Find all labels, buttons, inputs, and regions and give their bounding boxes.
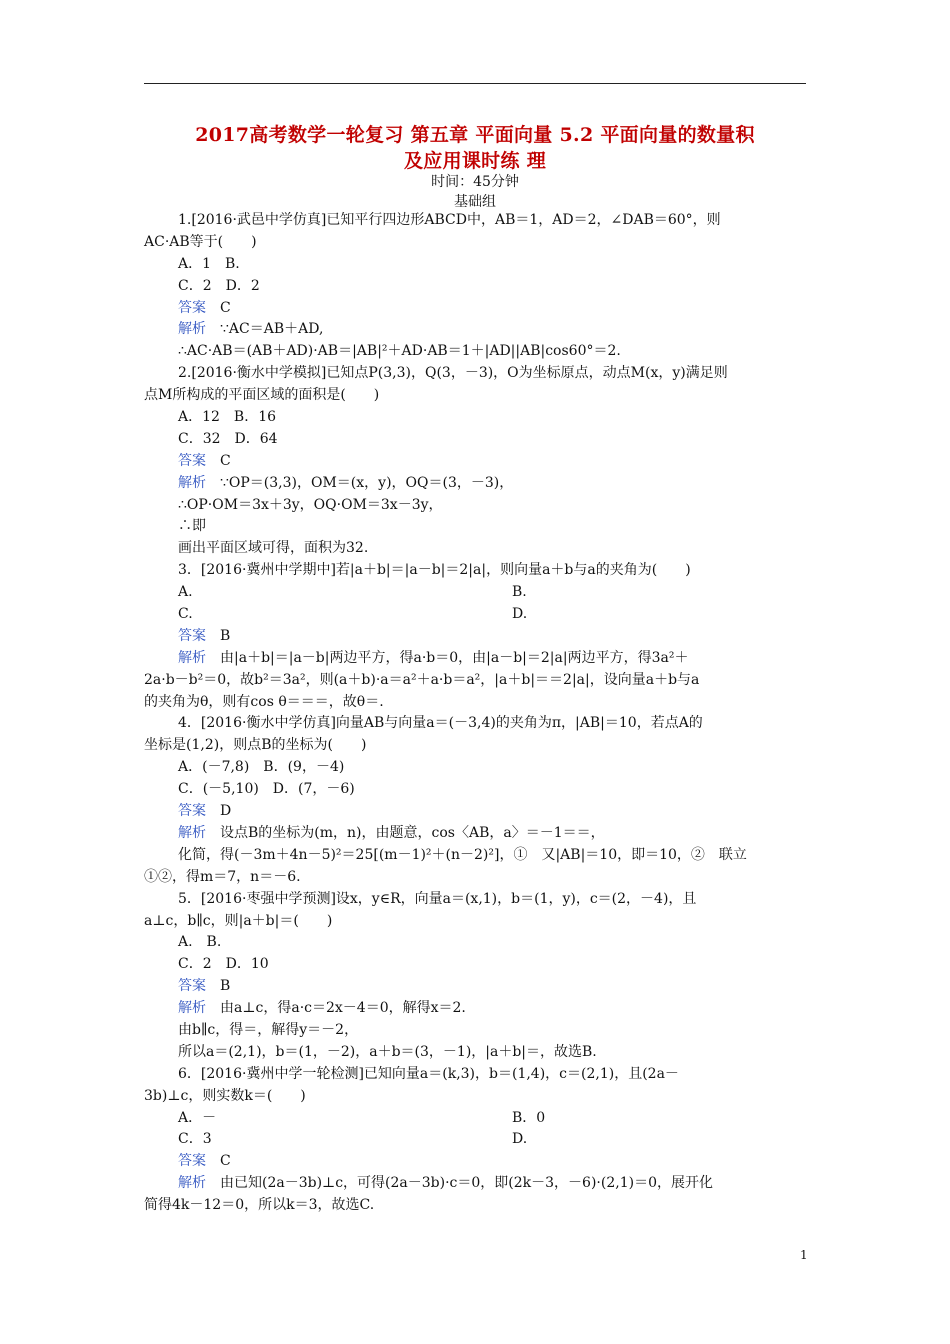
text-line (144, 1195, 808, 1217)
text-line (144, 1086, 808, 1108)
answer-line (144, 976, 808, 998)
title-line-2: 及应用课时练 理 (403, 150, 546, 172)
line-text: D (220, 803, 232, 820)
line-text: C．2 D．10 (178, 956, 269, 973)
title-line-1: 2017高考数学一轮复习 第五章 平面向量 5.2 平面向量的数量积 (195, 124, 755, 146)
option-right: B. (512, 584, 527, 601)
line-text: 3b)⊥c，则实数k＝( ) (144, 1087, 306, 1104)
analysis-label: 解析 (178, 824, 206, 841)
text-line (144, 516, 808, 538)
text-line (144, 232, 808, 254)
text-line (144, 429, 808, 451)
line-text: ∵OP＝(3,3)，OM＝(x，y)，OQ＝(3，－3)， (220, 474, 514, 491)
answer-line (144, 451, 808, 473)
line-text: 2.[2016·衡水中学模拟]已知点P(3,3)，Q(3，－3)，O为坐标原点，动点M(x，y)满足则 (178, 365, 728, 382)
line-text: B (220, 978, 231, 995)
exercise-body (144, 210, 808, 1217)
answer-label: 答案 (178, 978, 206, 995)
answer-line (144, 1151, 808, 1173)
page-number: 1 (800, 1248, 808, 1262)
text-line (144, 582, 808, 604)
line-text: 简得4k－12＝0，所以k＝3，故选C. (144, 1197, 375, 1214)
answer-label: 答案 (178, 803, 206, 820)
line-text: AC·AB等于( ) (144, 233, 257, 250)
text-line (144, 407, 808, 429)
line-text: 6．[2016·冀州中学一轮检测]已知向量a＝(k,3)，b＝(1,4)，c＝(2,1)，且(2a－ (178, 1065, 679, 1082)
line-text: 点M所构成的平面区域的面积是( ) (144, 387, 380, 404)
line-text: C (220, 452, 231, 469)
answer-line (144, 298, 808, 320)
line-text: 化简，得(－3m＋4n－5)²＝25[(m－1)²＋(n－2)²]，① 又|AB|＝10，即＝10，② 联立 (178, 846, 747, 863)
text-line (144, 911, 808, 933)
line-text: 所以a＝(2,1)，b＝(1，－2)，a＋b＝(3，－1)，|a＋b|＝，故选B. (178, 1043, 597, 1060)
analysis-line (144, 998, 808, 1020)
answer-line (144, 801, 808, 823)
text-line (144, 713, 808, 735)
analysis-label: 解析 (178, 474, 206, 491)
line-text: 由b∥c，得＝，解得y＝－2， (178, 1021, 359, 1038)
text-line (144, 604, 808, 626)
text-line (144, 538, 808, 560)
text-line (144, 1108, 808, 1130)
option-right: B．0 (512, 1109, 546, 1126)
text-line (144, 692, 808, 714)
text-line (144, 845, 808, 867)
line-text: 画出平面区域可得，面积为32. (178, 540, 369, 557)
text-line (144, 276, 808, 298)
text-line (144, 889, 808, 911)
analysis-line (144, 648, 808, 670)
line-text: 由已知(2a－3b)⊥c，可得(2a－3b)·c＝0，即(2k－3，－6)·(2,1)＝0，展开化 (220, 1175, 713, 1192)
text-line (144, 954, 808, 976)
line-text: C．32 D．64 (178, 430, 278, 447)
line-text: A．－ (178, 1109, 217, 1126)
line-text: 由|a＋b|＝|a－b|两边平方，得a·b＝0，由|a－b|＝2|a|两边平方，得3a²＋ (220, 649, 689, 666)
line-text: A. (178, 584, 193, 601)
analysis-line (144, 473, 808, 495)
text-line (144, 1129, 808, 1151)
line-text: 3．[2016·冀州中学期中]若|a＋b|＝|a－b|＝2|a|，则向量a＋b与a的夹角为( ) (178, 562, 691, 579)
analysis-line (144, 319, 808, 341)
document-title (130, 122, 820, 174)
answer-label: 答案 (178, 299, 206, 316)
text-line (144, 1020, 808, 1042)
section-heading: 基础组 (454, 194, 496, 210)
analysis-label: 解析 (178, 1000, 206, 1017)
text-line (144, 757, 808, 779)
line-text: 设点B的坐标为(m，n)，由题意，cos〈AB，a〉＝－1＝＝， (220, 824, 605, 841)
line-text: ∴OP·OM＝3x＋3y，OQ·OM＝3x－3y， (178, 496, 443, 513)
line-text: C．2 D．2 (178, 277, 260, 294)
line-text: C．3 (178, 1131, 212, 1148)
option-right: D. (512, 606, 528, 623)
answer-label: 答案 (178, 452, 206, 469)
line-text: 由a⊥c，得a·c＝2x－4＝0，解得x＝2. (220, 1000, 466, 1017)
analysis-label: 解析 (178, 649, 206, 666)
text-line (144, 385, 808, 407)
option-right: D. (512, 1131, 528, 1148)
line-text: ∴即 (178, 518, 206, 535)
line-text: A. B. (178, 934, 222, 951)
time-limit: 时间：45分钟 (431, 174, 519, 190)
line-text: 1.[2016·武邑中学仿真]已知平行四边形ABCD中，AB＝1，AD＝2，∠DAB＝60°，则 (178, 212, 721, 228)
line-text: A．12 B．16 (178, 409, 277, 426)
answer-label: 答案 (178, 627, 206, 644)
text-line (144, 495, 808, 517)
line-text: A．1 B. (178, 255, 240, 272)
text-line (144, 210, 808, 232)
line-text: C (220, 299, 231, 316)
text-line (144, 735, 808, 757)
line-text: ∵AC＝AB＋AD, (220, 321, 324, 338)
text-line (144, 341, 808, 363)
line-text: ∴AC·AB＝(AB＋AD)·AB＝|AB|²＋AD·AB＝1＋|AD||AB|cos60°＝2. (178, 343, 621, 360)
answer-label: 答案 (178, 1153, 206, 1170)
text-line (144, 1042, 808, 1064)
answer-line (144, 626, 808, 648)
line-text: 的夹角为θ，则有cos θ＝＝＝，故θ＝. (144, 693, 384, 710)
line-text: 4．[2016·衡水中学仿真]向量AB与向量a＝(－3,4)的夹角为π，|AB|＝10，若点A的 (178, 715, 703, 732)
text-line (144, 932, 808, 954)
analysis-line (144, 823, 808, 845)
text-line (144, 670, 808, 692)
header-rule (144, 83, 806, 84)
line-text: B (220, 627, 231, 644)
line-text: 坐标是(1,2)，则点B的坐标为( ) (144, 737, 367, 754)
line-text: C. (178, 606, 193, 623)
analysis-label: 解析 (178, 321, 206, 338)
line-text: ①②，得m＝7，n＝－6. (144, 868, 301, 885)
analysis-label: 解析 (178, 1175, 206, 1192)
line-text: a⊥c，b∥c，则|a＋b|＝( ) (144, 912, 333, 929)
line-text: 2a·b－b²＝0，故b²＝3a²，则(a＋b)·a＝a²＋a·b＝a²，|a＋b|＝＝2|a|，设向量a＋b与a (144, 671, 700, 688)
line-text: C．(－5,10) D．(7，－6) (178, 781, 355, 798)
text-line (144, 254, 808, 276)
analysis-line (144, 1173, 808, 1195)
text-line (144, 560, 808, 582)
text-line (144, 867, 808, 889)
line-text: 5．[2016·枣强中学预测]设x，y∈R，向量a＝(x,1)，b＝(1，y)，c＝(2，－4)，且 (178, 890, 697, 907)
line-text: C (220, 1153, 231, 1170)
text-line (144, 363, 808, 385)
text-line (144, 1064, 808, 1086)
text-line (144, 779, 808, 801)
line-text: A．(－7,8) B．(9，－4) (178, 759, 345, 776)
